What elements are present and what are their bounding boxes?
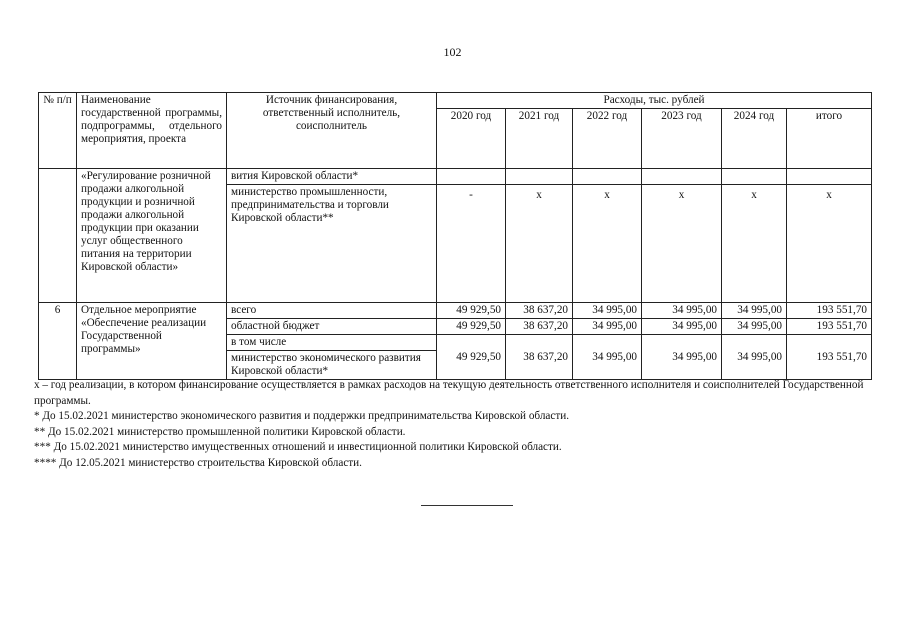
row-source: всего	[227, 303, 437, 319]
row-value: 193 551,70	[787, 319, 872, 335]
row-value	[573, 169, 642, 185]
row-source: в том числе	[227, 335, 437, 351]
header-year: 2023 год	[642, 109, 722, 169]
footnote: * До 15.02.2021 министерство экономического развития и поддержки предпринимательства Кировской области.	[34, 410, 570, 422]
header-num: № п/п	[39, 93, 77, 169]
row-value: 34 995,00	[573, 303, 642, 319]
row-value: 49 929,50	[437, 303, 506, 319]
row-value: 38 637,20	[506, 303, 573, 319]
row-value: 38 637,20	[506, 319, 573, 335]
row-value: x	[642, 185, 722, 303]
row-value	[642, 169, 722, 185]
row-num: 6	[39, 303, 77, 380]
page-number: 102	[443, 45, 462, 59]
row-value: 49 929,50	[437, 319, 506, 335]
row-source: вития Кировской области*	[227, 169, 437, 185]
row-source: министерство экономического развития Кировской области*	[227, 351, 437, 380]
footnote: x – год реализации, в котором финансирование осуществляется в рамках расходов на текущую деятельность ответственного исполнителя и соисполнителей Государственной программы.	[34, 379, 864, 407]
row-value: x	[722, 185, 787, 303]
row-name: «Регулирование розничной продажи алкогольной продукции и розничной продажи алкогольной продукции при оказании услуг общественного питания на территории Кировской области»	[77, 169, 227, 303]
footnote: *** До 15.02.2021 министерство имущественных отношений и инвестиционной политики Кировской области.	[34, 441, 562, 453]
header-year: 2022 год	[573, 109, 642, 169]
header-name: Наименование государственной программы, подпрограммы, отдельного мероприятия, проекта	[77, 93, 227, 169]
row-value: x	[573, 185, 642, 303]
row-value: 34 995,00	[642, 319, 722, 335]
row-value	[722, 169, 787, 185]
budget-table	[38, 92, 872, 380]
row-source: областной бюджет	[227, 319, 437, 335]
row-value: 193 551,70	[787, 303, 872, 319]
footnote: **** До 12.05.2021 министерство строительства Кировской области.	[34, 456, 362, 469]
footnotes	[34, 378, 872, 471]
row-value: 34 995,00	[722, 303, 787, 319]
header-year: 2024 год	[722, 109, 787, 169]
row-value: 34 995,00	[573, 319, 642, 335]
row-value: 38 637,20	[506, 335, 573, 380]
row-value: 34 995,00	[642, 335, 722, 380]
header-year: 2020 год	[437, 109, 506, 169]
header-total: итого	[787, 109, 872, 169]
row-value: 49 929,50	[437, 335, 506, 380]
separator-line	[421, 505, 513, 506]
footnote: ** До 15.02.2021 министерство промышленной политики Кировской области.	[34, 425, 406, 438]
row-value: x	[787, 185, 872, 303]
row-value	[787, 169, 872, 185]
row-value: -	[437, 185, 506, 303]
table-row	[39, 169, 872, 185]
table-row	[39, 303, 872, 319]
row-value	[506, 169, 573, 185]
row-value: 34 995,00	[722, 335, 787, 380]
row-value: 34 995,00	[573, 335, 642, 380]
row-value	[437, 169, 506, 185]
row-value: x	[506, 185, 573, 303]
row-source: министерство промышленности, предпринимательства и торговли Кировской области**	[227, 185, 437, 303]
header-year: 2021 год	[506, 109, 573, 169]
row-value: 34 995,00	[642, 303, 722, 319]
header-expenses: Расходы, тыс. рублей	[437, 93, 872, 109]
header-source: Источник финансирования, ответственный исполнитель, соисполнитель	[227, 93, 437, 169]
row-num	[39, 169, 77, 303]
row-value: 193 551,70	[787, 335, 872, 380]
row-name: Отдельное мероприятие «Обеспечение реализации Государственной программы»	[77, 303, 227, 380]
header-row	[39, 93, 872, 109]
row-value: 34 995,00	[722, 319, 787, 335]
